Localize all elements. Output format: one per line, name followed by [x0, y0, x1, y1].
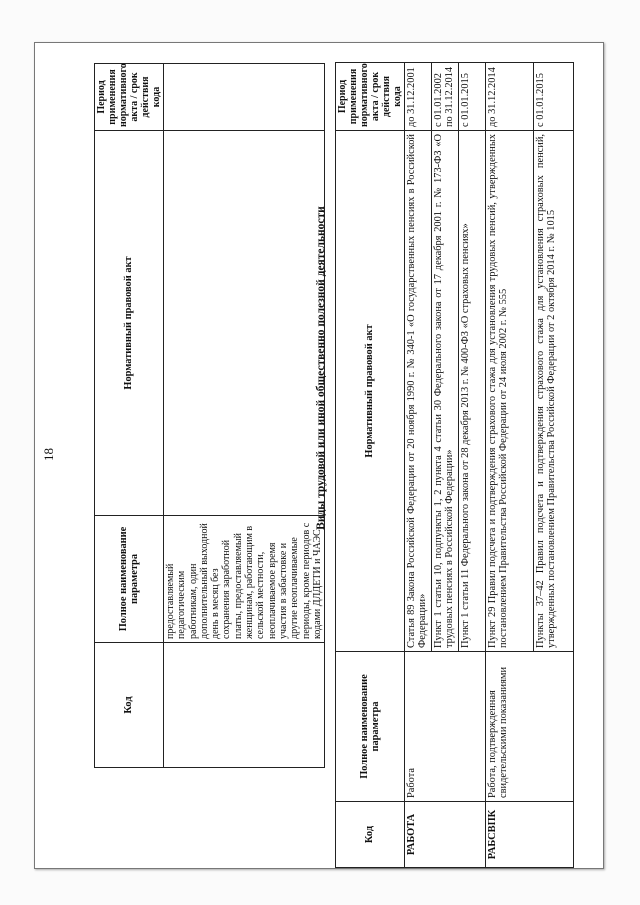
code-rabsvpk: РАБСВПК	[486, 802, 574, 868]
act-text: Пункты 37–42 Правил подсчета и подтверждения страхового стажа для установления страховых пенсий, утвержденных постановлением Правительства Российской Федерации от 2 октября 2014 г. № 1015	[534, 131, 574, 652]
act-text: Пункт 29 Правил подсчета и подтверждения страхового стажа для установления трудовых пенсий, утвержденных постановлением Правительства Российской Федерации от 24 июля 2002 г. № 555	[486, 131, 534, 652]
param-rabota: Работа	[405, 652, 486, 802]
act-text: Пункт 1 статьи 11 Федерального закона от 28 декабря 2013 г. № 400-ФЗ «О страховых пенсиях»	[459, 131, 486, 652]
code-cell-empty	[164, 643, 325, 768]
page-number: 18	[41, 448, 56, 461]
act-period: до 31.12.2001	[405, 63, 432, 131]
header-code: Код	[336, 802, 405, 868]
header-act: Нормативный правовой акт	[336, 131, 405, 652]
act-period: с 01.01.2015	[534, 63, 574, 131]
act-text: Статья 89 Закона Российской Федерации от 20 ноября 1990 г. № 340-1 «О государственных пенсиях в Российской Федерации»	[405, 131, 432, 652]
table-continued	[94, 63, 325, 768]
header-code: Код	[95, 643, 164, 768]
header-act: Нормативный правовой акт	[95, 131, 164, 516]
header-period: Период применения нормативного акта / срок действия кода	[95, 64, 164, 131]
act-period: с 01.01.2002 по 31.12.2014	[432, 63, 459, 131]
code-rabota: РАБОТА	[405, 802, 486, 868]
header-param: Полное наименование параметра	[95, 516, 164, 643]
param-continued-text: предоставляемый педагогическим работникам, один дополнительный выходной день в месяц без сохранения заработной платы, предоставляемый женщинам, работающим в сельской местности, неоплачиваемое время участия в забастовке и другие неоплачиваемые периоды, кроме периодов с кодами ДЛДЕТИ и ЧАЭС	[164, 516, 325, 643]
header-period: Период применения нормативного акта / срок действия кода	[336, 63, 405, 131]
section-title: Виды трудовой или иной общественно полезной деятельности	[315, 206, 327, 530]
act-text: Пункт 1 статьи 10, подпункты 1, 2 пункта 4 статьи 30 Федерального закона от 17 декабря 2001 г. № 173-ФЗ «О трудовых пенсиях в Российской Федерации»	[432, 131, 459, 652]
act-cell-empty	[164, 131, 325, 516]
param-rabsvpk: Работа, подтвержденная свидетельскими показаниями	[486, 652, 574, 802]
activity-types-table	[335, 62, 574, 868]
header-param: Полное наименование параметра	[336, 652, 405, 802]
act-period: до 31.12.2014	[486, 63, 534, 131]
period-cell-empty	[164, 64, 325, 131]
act-period: с 01.01.2015	[459, 63, 486, 131]
